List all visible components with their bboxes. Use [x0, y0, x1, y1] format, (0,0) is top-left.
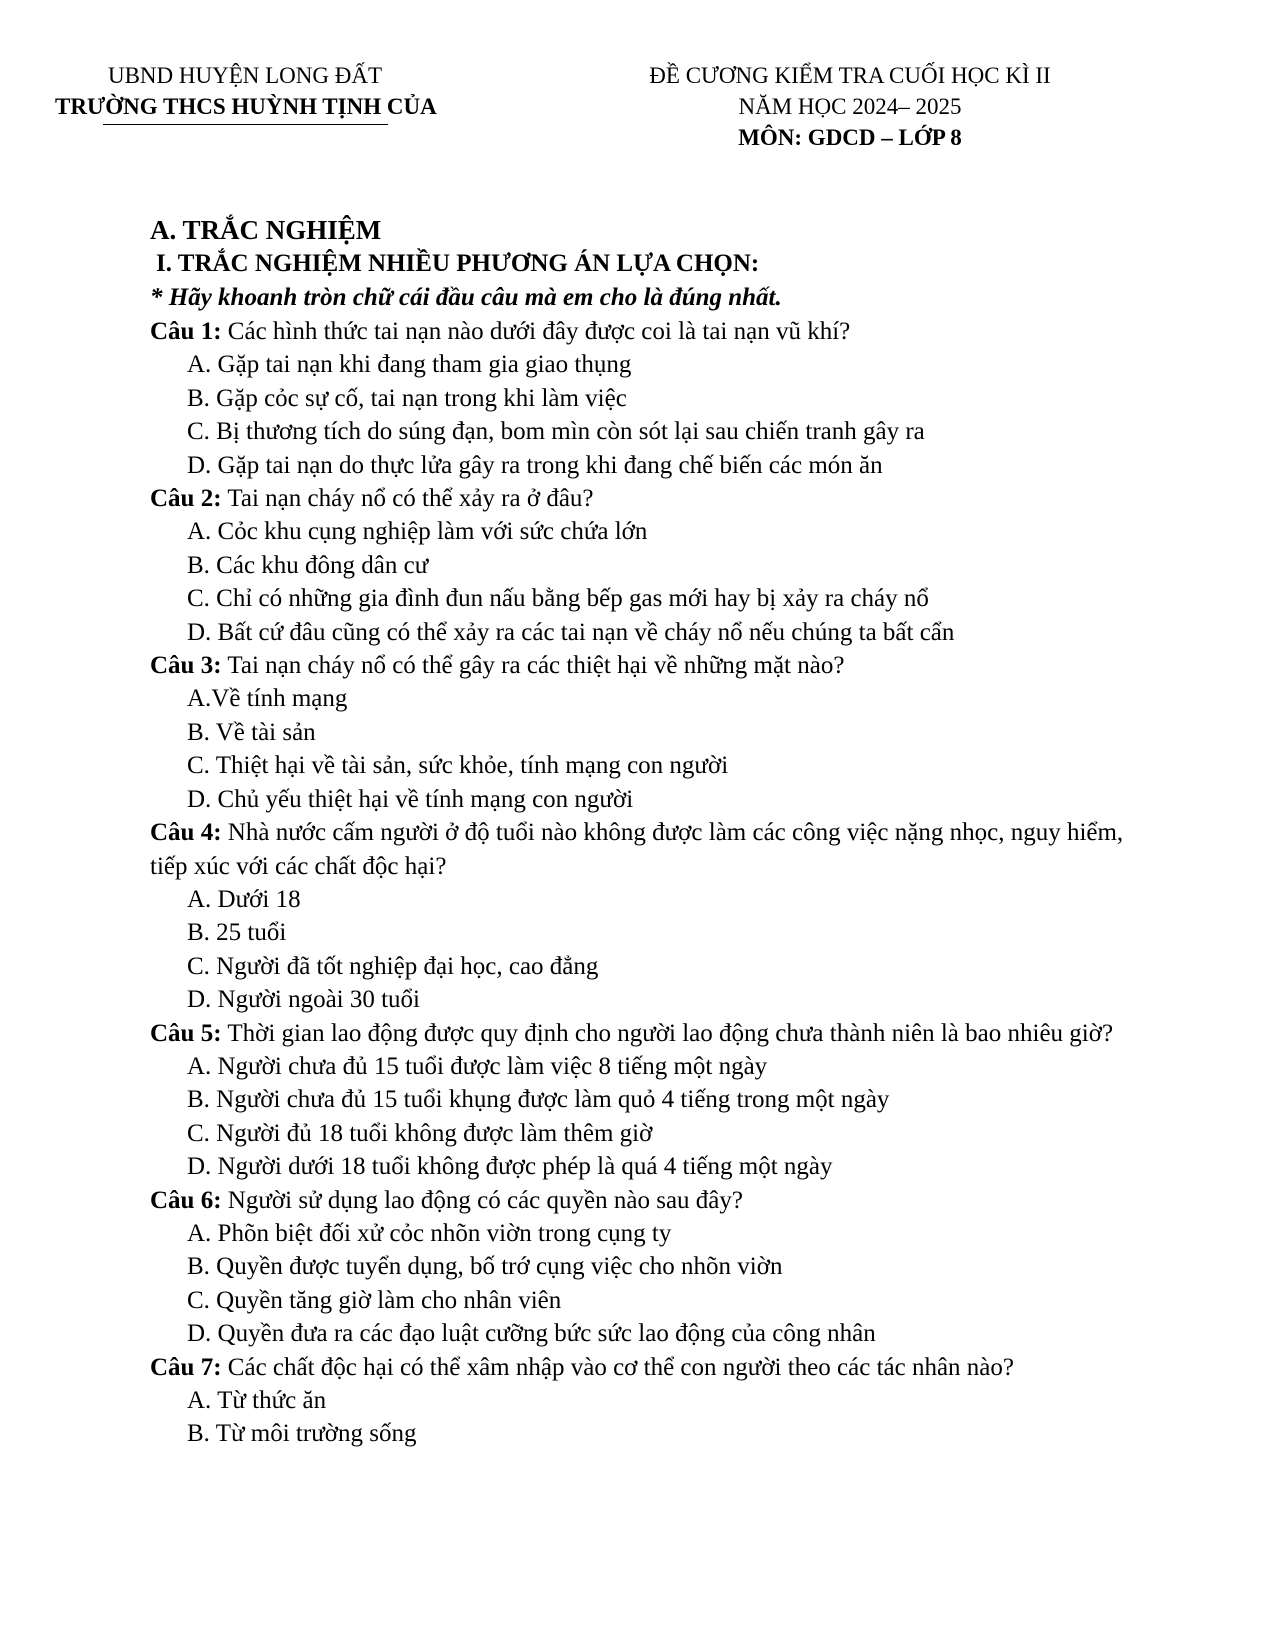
question-label: Câu 6: [150, 1186, 222, 1214]
answer-option[interactable]: B. Từ môi trường sống [187, 1420, 417, 1448]
answer-option[interactable]: B. Gặp cỏc sự cố, tai nạn trong khi làm việc [187, 384, 627, 412]
question-7 [150, 1351, 1150, 1384]
question-text: Các hình thức tai nạn nào dưới đây được coi là tai nạn vũ khí? [221, 318, 851, 345]
question-5 [150, 1017, 1150, 1050]
question-label: Câu 4: [150, 819, 222, 847]
question-label: Câu 5: [150, 1019, 222, 1047]
question-label: Câu 3: [150, 652, 222, 680]
question-text: Tai nạn cháy nổ có thể xảy ra ở đâu? [221, 485, 594, 513]
exam-content [150, 213, 1150, 1451]
answer-option[interactable]: A. Người chưa đủ 15 tuổi được làm việc 8 tiếng một ngày [187, 1052, 768, 1080]
question-label: Câu 2: [150, 485, 222, 513]
answer-option[interactable]: B. Quyền được tuyển dụng, bố trớ cụng việc cho nhõn viờn [187, 1253, 783, 1281]
subject-grade: MÔN: GDCD – LỚP 8 [738, 125, 962, 150]
section-a-heading: A. TRẮC NGHIỆM [150, 215, 382, 245]
question-label: Câu 7: [150, 1353, 222, 1381]
question-text: Các chất độc hại có thể xâm nhập vào cơ thể con người theo các tác nhân nào? [221, 1353, 1014, 1381]
question-2 [150, 482, 1150, 515]
question-text: Thời gian lao động được quy định cho người lao động chưa thành niên là bao nhiêu giờ? [221, 1019, 1114, 1047]
exam-title: ĐỀ CƯƠNG KIỂM TRA CUỐI HỌC KÌ II [649, 63, 1051, 88]
answer-option[interactable]: A. Cỏc khu cụng nghiệp làm với sức chứa lớn [187, 518, 648, 546]
question-text: Người sử dụng lao động có các quyền nào sau đây? [221, 1186, 743, 1214]
school-header [55, 60, 435, 125]
question-text: Tai nạn cháy nổ có thể gây ra các thiệt hại về những mặt nào? [221, 652, 845, 680]
answer-option[interactable]: B. Người chưa đủ 15 tuổi khụng được làm quỏ 4 tiếng trong một ngày [187, 1086, 890, 1114]
answer-option[interactable]: C. Người đủ 18 tuổi không được làm thêm giờ [187, 1119, 653, 1147]
header-divider [103, 124, 388, 125]
answer-option[interactable]: A. Phõn biệt đối xử cỏc nhõn viờn trong cụng ty [187, 1219, 672, 1247]
answer-option[interactable]: B. Về tài sản [187, 718, 316, 746]
answer-option[interactable]: D. Người ngoài 30 tuổi [187, 986, 421, 1014]
answer-option[interactable]: C. Chỉ có những gia đình đun nấu bằng bếp gas mới hay bị xảy ra cháy nổ [187, 585, 929, 613]
answer-option[interactable]: C. Người đã tốt nghiệp đại học, cao đẳng [187, 952, 599, 980]
section-i-heading: I. TRẮC NGHIỆM NHIỀU PHƯƠNG ÁN LỰA CHỌN: [156, 250, 760, 277]
answer-option[interactable]: D. Gặp tai nạn do thực lửa gây ra trong khi đang chế biến các món ăn [187, 451, 883, 479]
answer-option[interactable]: D. Người dưới 18 tuổi không được phép là quá 4 tiếng một ngày [187, 1153, 833, 1181]
answer-option[interactable]: B. 25 tuổi [187, 919, 287, 947]
question-4 [150, 816, 1150, 883]
answer-option[interactable]: D. Quyền đưa ra các đạo luật cưỡng bức sức lao động của công nhân [187, 1320, 876, 1348]
question-3 [150, 649, 1150, 682]
answer-option[interactable]: A. Dưới 18 [187, 885, 301, 913]
district-name: UBND HUYỆN LONG ĐẤT [107, 63, 383, 88]
school-year: NĂM HỌC 2024– 2025 [738, 94, 962, 119]
question-text: Nhà nước cấm người ở độ tuổi nào không được làm các công việc nặng nhọc, nguy hiểm, tiếp xúc với các chất độc hại? [150, 819, 1124, 880]
school-name: TRƯỜNG THCS HUỲNH TỊNH CỦA [55, 94, 437, 119]
answer-option[interactable]: B. Các khu đông dân cư [187, 551, 429, 579]
answer-option[interactable]: D. Chủ yếu thiệt hại về tính mạng con người [187, 785, 634, 813]
question-6 [150, 1184, 1150, 1217]
answer-option[interactable]: A. Gặp tai nạn khi đang tham gia giao thụng [187, 351, 632, 379]
question-1 [150, 315, 1150, 348]
instruction-text: * Hãy khoanh tròn chữ cái đầu câu mà em cho là đúng nhất. [150, 284, 782, 311]
exam-header [620, 60, 1080, 153]
question-label: Câu 1: [150, 318, 222, 345]
answer-option[interactable]: C. Thiệt hại về tài sản, sức khỏe, tính mạng con người [187, 752, 729, 780]
answer-option[interactable]: A. Từ thức ăn [187, 1387, 327, 1414]
answer-option[interactable]: A.Về tính mạng [187, 685, 348, 713]
answer-option[interactable]: D. Bất cứ đâu cũng có thể xảy ra các tai nạn về cháy nổ nếu chúng ta bất cẩn [187, 618, 955, 646]
answer-option[interactable]: C. Quyền tăng giờ làm cho nhân viên [187, 1286, 562, 1314]
answer-option[interactable]: C. Bị thương tích do súng đạn, bom mìn còn sót lại sau chiến tranh gây ra [187, 418, 925, 446]
